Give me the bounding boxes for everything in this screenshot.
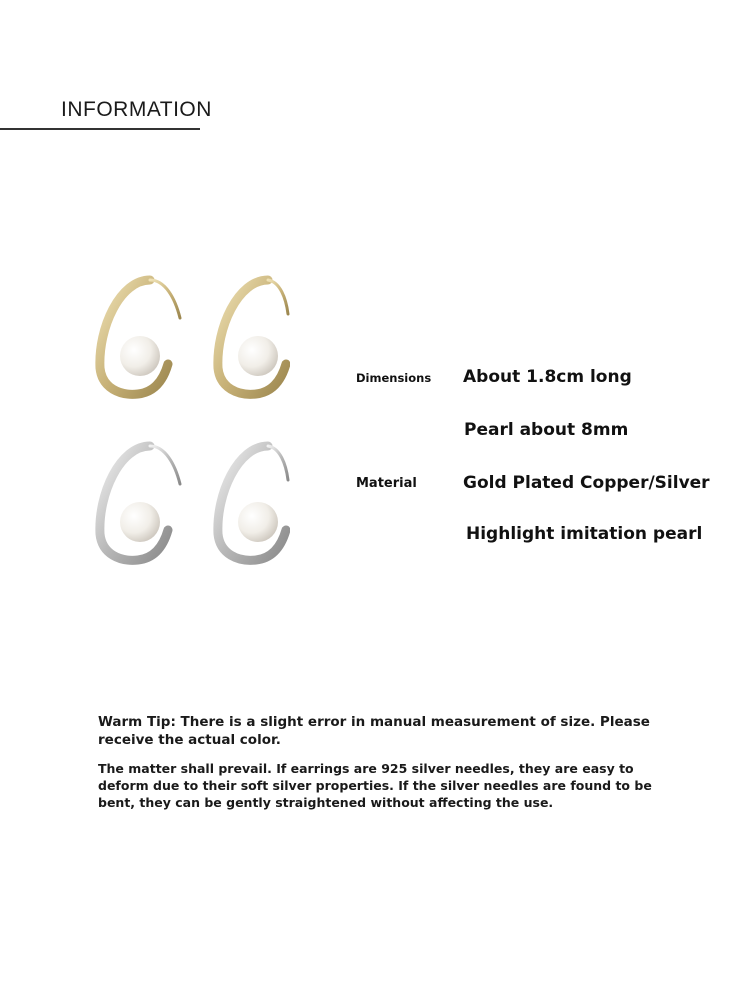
silver-earring-right	[218, 446, 288, 560]
gold-earring-left	[100, 280, 180, 394]
care-note-text: The matter shall prevail. If earrings are 925 silver needles, they are easy to deform due to their soft silver properties. If the silver needles are found to be bent, they can be gently straightened without affecting the use.	[98, 761, 652, 810]
silver-earring-left	[100, 446, 180, 560]
earrings-illustration	[90, 268, 290, 568]
material-value: Gold Plated Copper/Silver	[463, 473, 710, 493]
title-underline	[0, 128, 200, 130]
dimensions-label: Dimensions	[356, 371, 432, 385]
pearl-type-value: Highlight imitation pearl	[466, 524, 703, 544]
dimensions-value: About 1.8cm long	[463, 367, 632, 387]
product-image	[90, 268, 290, 568]
material-label: Material	[356, 476, 417, 491]
section-title: INFORMATION	[61, 98, 212, 121]
warm-tip-text: Warm Tip: There is a slight error in manual measurement of size. Please receive the actual color.	[98, 714, 650, 748]
pearl-size-value: Pearl about 8mm	[464, 420, 629, 440]
gold-earring-right	[218, 280, 288, 394]
